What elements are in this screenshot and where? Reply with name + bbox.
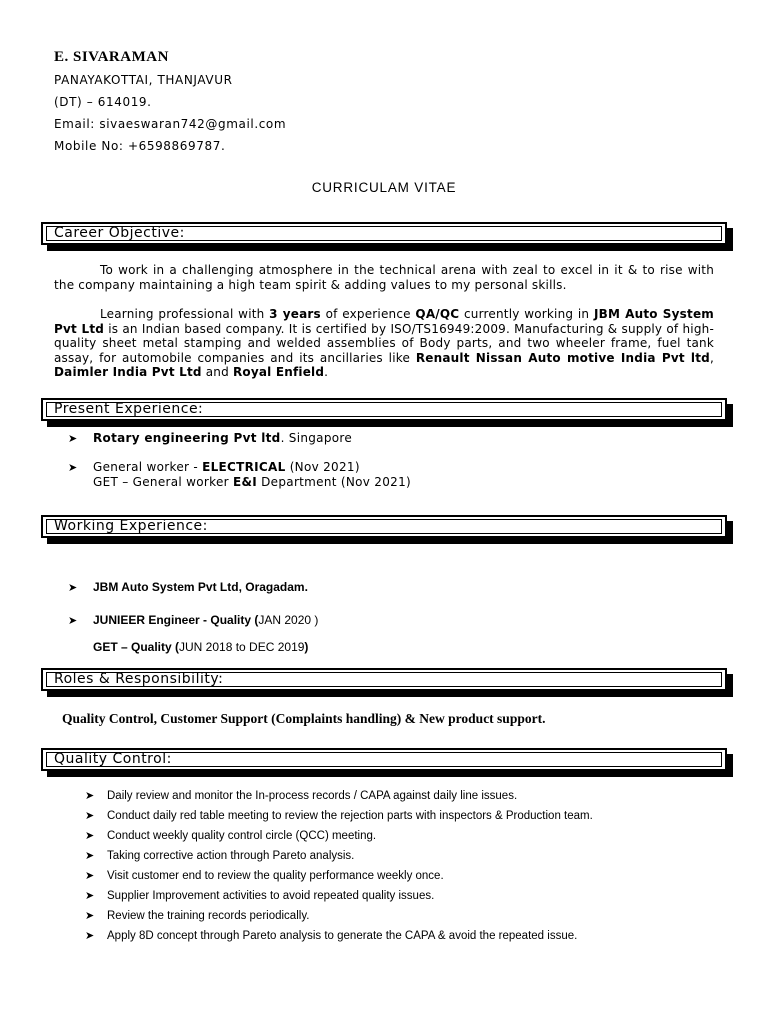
mobile-line: Mobile No: +6598869787. bbox=[54, 139, 226, 153]
email-line: Email: sivaeswaran742@gmail.com bbox=[54, 117, 287, 131]
document-title: CURRICULAM VITAE bbox=[311, 180, 457, 195]
section-heading: Quality Control: bbox=[54, 751, 172, 767]
section-heading: Career Objective: bbox=[54, 225, 185, 241]
company-name: JBM Auto System Pvt Ltd, Oragadam. bbox=[93, 580, 308, 594]
section-career-objective bbox=[41, 222, 727, 245]
list-item: ➤ Rotary engineering Pvt ltd. Singapore bbox=[68, 431, 353, 445]
list-item: ➤ Visit customer end to review the quality performance weekly once. bbox=[85, 869, 444, 882]
arrow-bullet-icon: ➤ bbox=[85, 929, 95, 942]
section-quality-control bbox=[41, 748, 727, 771]
arrow-bullet-icon: ➤ bbox=[85, 789, 95, 802]
address-line-2: (DT) – 614019. bbox=[54, 95, 152, 109]
list-item: ➤ Conduct weekly quality control circle (QCC) meeting. bbox=[85, 829, 377, 842]
arrow-bullet-icon: ➤ bbox=[68, 581, 78, 594]
working-role-line: GET – Quality (JUN 2018 to DEC 2019) bbox=[93, 640, 309, 654]
arrow-bullet-icon: ➤ bbox=[85, 849, 95, 862]
arrow-bullet-icon: ➤ bbox=[85, 889, 95, 902]
roles-summary: Quality Control, Customer Support (Complaints handling) & New product support. bbox=[62, 711, 546, 726]
list-item: ➤ Review the training records periodically. bbox=[85, 909, 310, 922]
present-role-line: GET – General worker E&I Department (Nov 2021) bbox=[93, 475, 412, 489]
arrow-bullet-icon: ➤ bbox=[85, 869, 95, 882]
list-item: ➤ Daily review and monitor the In-process records / CAPA against daily line issues. bbox=[85, 789, 518, 802]
arrow-bullet-icon: ➤ bbox=[68, 461, 78, 474]
section-roles-responsibility bbox=[41, 668, 727, 691]
section-present-experience bbox=[41, 398, 727, 421]
experience-summary-paragraph: Learning professional with 3 years of experience QA/QC currently working in JBM Auto System Pvt Ltd is an Indian based company. It is certified by ISO/TS16949:2009. Manufacturing & supply of high-quality sheet metal stamping and welded assemblies of Body parts, and two wheeler frame, fuel tank assay, for automobile companies and its ancillaries like Renault Nissan Auto motive India Pvt ltd, Daimler India Pvt Ltd and Royal Enfield. bbox=[54, 307, 714, 380]
list-item: ➤ General worker - ELECTRICAL (Nov 2021) bbox=[68, 460, 360, 474]
career-objective-paragraph: To work in a challenging atmosphere in the technical arena with zeal to excel in it & to rise with the company maintaining a high team spirit & adding values to my personal skills. bbox=[54, 263, 714, 292]
section-heading: Working Experience: bbox=[54, 518, 208, 534]
address-line-1: PANAYAKOTTAI, THANJAVUR bbox=[54, 73, 233, 87]
list-item: ➤ Supplier Improvement activities to avoid repeated quality issues. bbox=[85, 889, 435, 902]
arrow-bullet-icon: ➤ bbox=[68, 614, 78, 627]
arrow-bullet-icon: ➤ bbox=[85, 809, 95, 822]
arrow-bullet-icon: ➤ bbox=[68, 432, 78, 445]
section-heading: Roles & Responsibility: bbox=[54, 671, 224, 687]
list-item: ➤ Conduct daily red table meeting to review the rejection parts with inspectors & Production team. bbox=[85, 809, 593, 822]
list-item bbox=[68, 580, 308, 594]
list-item: ➤ JUNIEER Engineer - Quality (JAN 2020 ) bbox=[68, 613, 319, 627]
section-heading: Present Experience: bbox=[54, 401, 204, 417]
list-item: ➤ Apply 8D concept through Pareto analysis to generate the CAPA & avoid the repeated issue. bbox=[85, 929, 578, 942]
list-item: ➤ Taking corrective action through Pareto analysis. bbox=[85, 849, 355, 862]
arrow-bullet-icon: ➤ bbox=[85, 909, 95, 922]
arrow-bullet-icon: ➤ bbox=[85, 829, 95, 842]
candidate-name: E. SIVARAMAN bbox=[54, 49, 169, 65]
section-working-experience bbox=[41, 515, 727, 538]
